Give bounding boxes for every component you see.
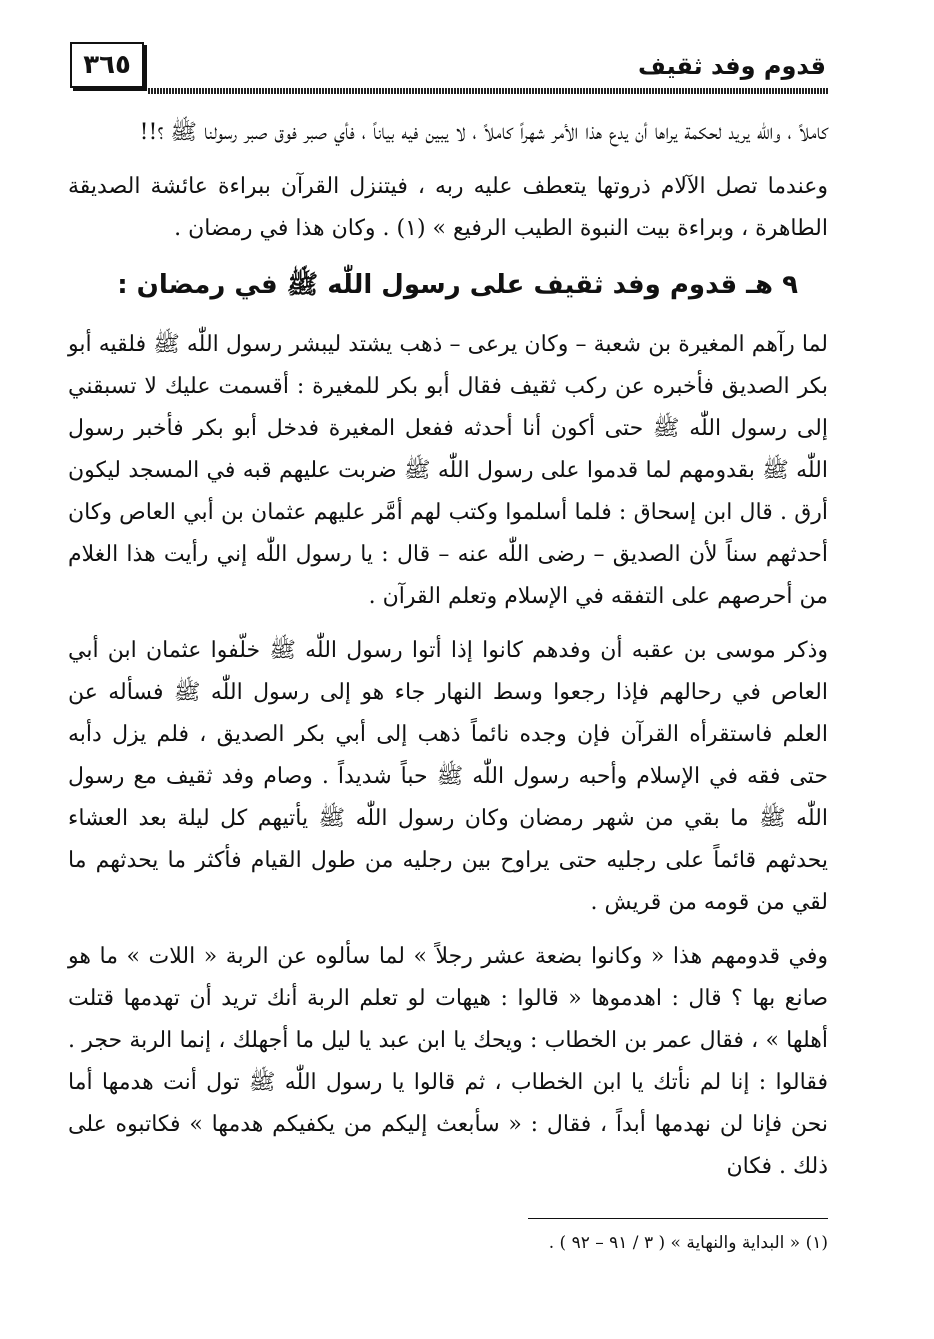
book-page <box>68 38 828 1253</box>
paragraph-1: كاملاً ، واللّٰه يريد لحكمة يراها أن يدع هذا الأمر شهراً كاملاً ، لا يبين فيه بياناً ، فأي صبر فوق صبر رسولنا ﷺ ؟!! <box>139 120 828 145</box>
running-title: قدوم وفد ثقيف <box>638 52 826 80</box>
body-text <box>68 112 828 1188</box>
page-number: ٣٦٥ <box>70 42 144 88</box>
section-heading: ٩ هـ قدوم وفد ثقيف على رسول اللّٰه ﷺ في رمضان : <box>117 270 798 300</box>
paragraph-4: وذكر موسى بن عقبه أن وفدهم كانوا إذا أتوا رسول اللّٰه ﷺ خلّفوا عثمان ابن أبي العاص في رحالهم فإذا رجعوا وسط النهار جاء هو إلى رسول اللّٰه ﷺ فسأله عن العلم فاستقرأه القرآن فإن وجده نائماً ذهب إلى أبي بكر الصديق ، فلم يزل دأبه حتى فقه في الإسلام وأحبه رسول اللّٰه ﷺ حباً شديداً . وصام وفد ثقيف مع رسول اللّٰه ﷺ ما بقي من شهر رمضان وكان رسول اللّٰه ﷺ يأتيهم كل ليلة بعد العشاء يحدثهم قائماً على رجليه حتى يراوح بين رجليه من طول القيام فأكثر ما يحدثهم ما لقي من قومه من قريش . <box>68 638 828 915</box>
footnote-rule <box>528 1218 828 1219</box>
page-header <box>68 38 828 94</box>
header-rule <box>148 88 828 94</box>
paragraph-3: لما رآهم المغيرة بن شعبة – وكان يرعى – ذهب يشتد ليبشر رسول اللّٰه ﷺ فلقيه أبو بكر الصديق فأخبره عن ركب ثقيف فقال أبو بكر للمغيرة : أقسمت عليك لا تسبقني إلى رسول اللّٰه ﷺ حتى أكون أنا أحدثه ففعل المغيرة فدخل أبو بكر فأخبر رسول اللّٰه ﷺ بقدومهم لما قدموا على رسول اللّٰه ﷺ ضربت عليهم قبه في المسجد ليكون أرق . قال ابن إسحاق : فلما أسلموا وكتب لهم أمَّر عليهم عثمان بن أبي العاص وكان أحدثهم سناً لأن الصديق – رضى اللّٰه عنه – قال : يا رسول اللّٰه إني رأيت هذا الغلام من أحرصهم على التفقه في الإسلام وتعلم القرآن . <box>68 332 828 609</box>
paragraph-2: وعندما تصل الآلام ذروتها يتعطف عليه ربه ، فيتنزل القرآن ببراءة عائشة الصديقة الطاهرة ، وبراءة بيت النبوة الطيب الرفيع » (١) . وكان هذا في رمضان . <box>68 174 828 241</box>
footnote: (١) « البداية والنهاية » ( ٣ / ٩١ – ٩٢ ) . <box>548 1233 828 1253</box>
paragraph-5: وفي قدومهم هذا « وكانوا بضعة عشر رجلاً » لما سألوه عن الربة « اللات » ما هو صانع بها ؟ قال : اهدموها « قالوا : هيهات لو تعلم الربة أنك تريد أن تهدمها قتلت أهلها » ، فقال عمر بن الخطاب : ويحك يا ابن عبد يا ليل ما أجهلك ، إنما الربة حجر . فقالوا : إنا لم نأتك يا ابن الخطاب ، ثم قالوا يا رسول اللّٰه ﷺ تول أنت هدمها أما نحن فإنا لن نهدمها أبداً ، فقال : « سأبعث إليكم من يكفيكم هدمها » فكاتبوه على ذلك . فكان <box>68 944 828 1179</box>
